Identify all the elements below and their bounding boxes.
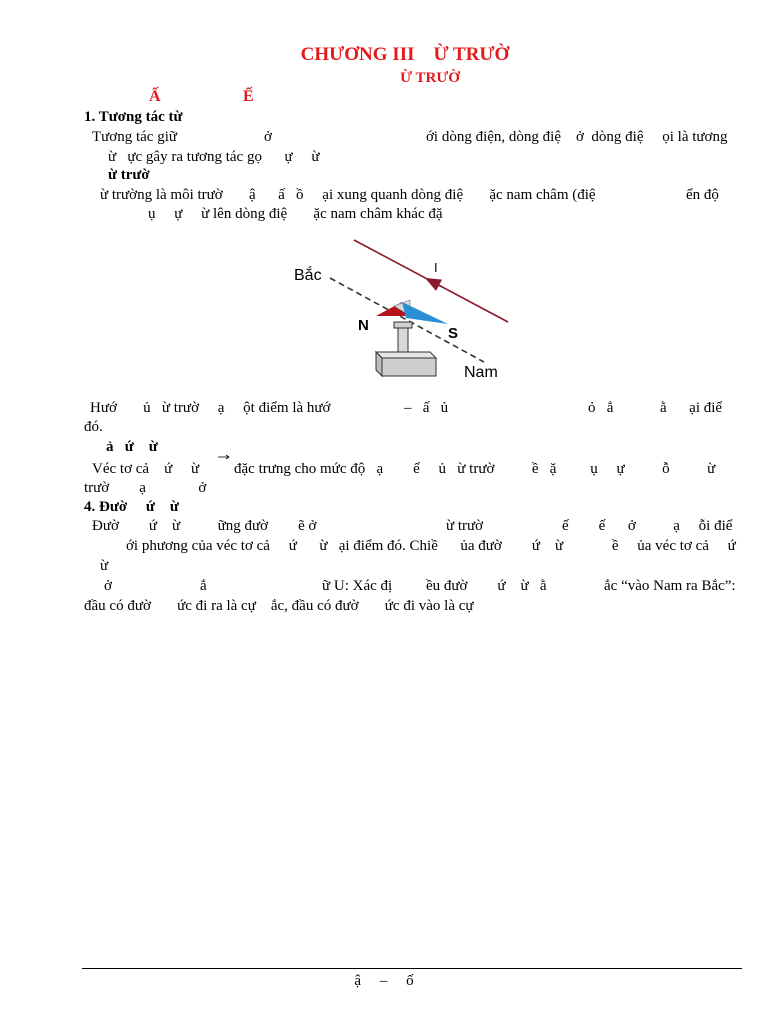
p1-line1-a: Tương tác giữ: [92, 129, 178, 145]
compass-base-front: [382, 358, 436, 376]
p1-line1-b: ở: [264, 129, 272, 145]
current-wire: [354, 240, 508, 322]
heading-tu-truong: ừ trườ: [108, 167, 150, 183]
compass-base-top: [376, 352, 436, 358]
heading-cam-ung-tu: ả ứ ừ: [106, 439, 158, 455]
p4-line1-b: đặc trưng cho mức độ ạ ế ủ ừ trườ ề ặ ụ ự ỗ ừ: [234, 461, 716, 477]
footer-rule: [82, 968, 742, 969]
current-label: I: [434, 260, 438, 275]
p5-line3: ừ: [100, 558, 109, 574]
p3-line2: đó.: [84, 419, 103, 435]
compass-pivot: [398, 326, 408, 352]
p3-line1-a: Hướ ủ ừ trườ ạ ột điểm là hướ: [90, 400, 331, 416]
current-arrow: [432, 282, 442, 287]
p6-line1-a: ở: [104, 578, 112, 594]
footer-text: ậ – ố: [354, 973, 414, 989]
p3-line1-b: – ấ ủ: [404, 400, 449, 416]
p4-line1-a: Véc tơ cả ứ ừ: [92, 461, 200, 477]
section-heading-b: Ế: [243, 88, 254, 105]
p4-line2: trườ ạ ở: [84, 480, 207, 496]
p5-line2: ới phương của véc tơ cả ứ ừ ại điểm đó. Chiề ủa đườ ứ ừ ề ủa véc tơ cả ứ: [126, 538, 736, 554]
p3-line1-d: ằ ại điể: [660, 400, 723, 416]
p5-line1-b: ừ trườ: [446, 518, 484, 534]
vector-arrow-icon: [218, 454, 230, 460]
heading-duong-suc-tu: 4. Đườ ứ ừ: [84, 499, 179, 515]
p1-line2: ừ ực gây ra tương tác gọ ự ừ: [108, 149, 320, 165]
heading-tuong-tac-tu: 1. Tương tác từ: [84, 109, 183, 125]
north-label: Bắc: [294, 267, 322, 284]
compass-cap: [394, 322, 412, 328]
p6-line2: đầu có đườ ức đi ra là cự ắc, đầu có đườ ức đi vào là cự: [84, 598, 474, 614]
chapter-title: CHƯƠNG III Ừ TRƯỜ: [300, 44, 510, 65]
p6-line1-c: ữ U: Xác đị ều đườ ứ ừ ằ: [322, 578, 547, 594]
chapter-subtitle: Ừ TRƯỜ: [400, 70, 460, 86]
south-label: Nam: [464, 364, 498, 381]
p3-line1-c: ỏ ẳ: [588, 400, 614, 416]
p5-line1-a: Đườ ứ ừ ững đườ ẽ ở: [92, 518, 317, 534]
compass-wire-figure: [292, 234, 512, 384]
needle-s-label: S: [448, 325, 459, 342]
p2-line1-b: ển độ: [686, 187, 719, 203]
p1-line1-c: ới dòng điện, dòng điệ ở dòng điệ ọi là tương: [426, 129, 728, 145]
p2-line2: ụ ự ừ lên dòng điệ ặc nam châm khác đặ: [148, 206, 443, 222]
p6-line1-d: ắc “vào Nam ra Bắc”:: [604, 578, 736, 594]
p6-line1-b: ắ: [200, 578, 207, 594]
needle-n-label: N: [358, 317, 369, 334]
p2-line1-a: ừ trường là môi trườ ậ ấ ồ ại xung quanh dòng điệ ặc nam châm (điệ: [100, 187, 596, 203]
p5-line1-c: ế ế ở ạ ỗi điể: [562, 518, 733, 534]
section-heading-a: Ấ: [149, 88, 161, 105]
